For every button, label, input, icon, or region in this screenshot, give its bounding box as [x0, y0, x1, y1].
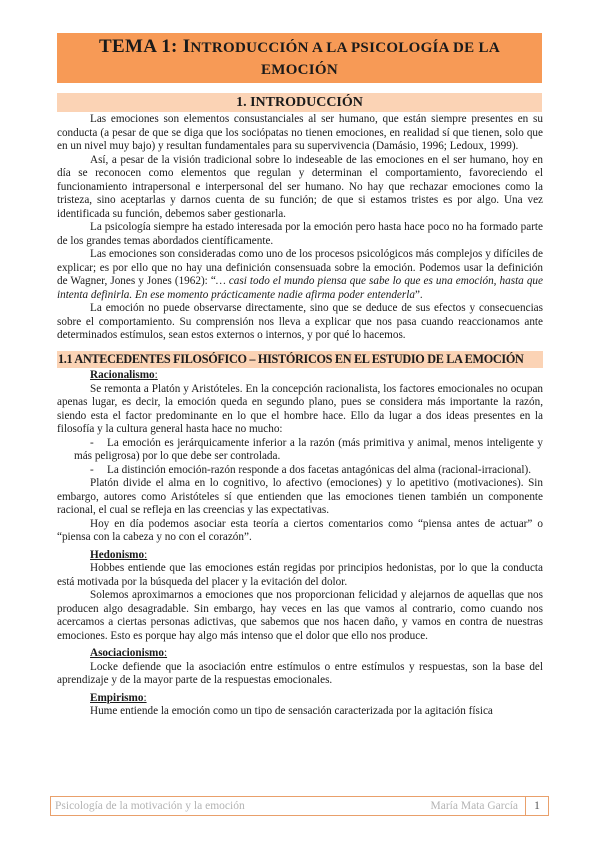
- page-number: 1: [525, 797, 548, 815]
- subheading-asociacionismo: Asociacionismo:: [90, 647, 168, 659]
- paragraph: Hume entiende la emoción como un tipo de sensación caracterizada por la agitación física: [90, 705, 493, 717]
- title-line-2: EMOCIÓN: [260, 62, 339, 78]
- paragraph: Así, a pesar de la visión tradicional sobre lo indeseable de las emociones en el ser humano, hoy en día se reconocen como elementos que regulan y determinan el comportamiento, favoreciendo el funcionamiento intrapersonal e interpersonal del ser humano. No hay que rechazar emociones como la tristeza, sino aceptarlas y darnos cuenta de su función; de que si estamos tristes es por algo. Una vez identificada su función, debemos saber gestionarla.: [57, 153, 543, 220]
- footer-course: Psicología de la motivación y la emoción: [55, 800, 245, 812]
- intro-section: [57, 113, 543, 343]
- paragraph: Las emociones son elementos consustanciales al ser humano, que están siempre presentes en su conducta (a pesar de que se diga que los sociópatas no tienen emociones, en realidad sí que tienen, solo que en un nivel muy bajo) y resultan fundamentales para su supervivencia (Damásio, 1996; Ledoux, 1999).: [57, 113, 543, 152]
- paragraph: Solemos aproximarnos a emociones que nos proporcionan felicidad y alejarnos de aquellas que nos producen algo desagradable. Sin embargo, hay veces en las que vamos al contrario, como cuando nos acercamos a ciertas personas adictivas, que sabemos que nos hacen daño, y vamos en contra de nuestras emociones. Esto es porque hay algo más intenso que el dolor que ello nos produce.: [57, 589, 543, 642]
- section-heading-introduccion: 1. INTRODUCCIÓN: [57, 93, 542, 112]
- paragraph: La psicología siempre ha estado interesada por la emoción pero hasta hace poco no ha formado parte de los grandes temas abordados científicamente.: [57, 221, 543, 247]
- paragraph: Hoy en día podemos asociar esta teoría a ciertos comentarios como “piensa antes de actuar” o “piensa con la cabeza y no con el corazón”.: [57, 517, 543, 543]
- page-footer: [50, 796, 549, 816]
- paragraph: Platón divide el alma en lo cognitivo, lo afectivo (emociones) y lo apetitivo (motivaciones). Sin embargo, autores como Aristóteles sí que entienden que las emociones tienen también un componente racional, el cual se refleja en las creencias y las expectativas.: [57, 477, 543, 516]
- subheading-racionalismo: Racionalismo:: [90, 369, 158, 381]
- section-heading-antecedentes: 1.1 ANTECEDENTES FILOSÓFICO – HISTÓRICOS EN EL ESTUDIO DE LA EMOCIÓN: [57, 351, 543, 368]
- paragraph: Hobbes entiende que las emociones están regidas por principios hedonistas, por lo que la conducta está motivada por la búsqueda del placer y la evitación del dolor.: [57, 562, 543, 588]
- document-title: [57, 33, 542, 83]
- paragraph: Se remonta a Platón y Aristóteles. En la concepción racionalista, los factores emocionales no ocupan apenas lugar, es decir, la emoción queda en segundo plano, pues se considera más importante la razón, siendo esta el factor predominante en lo que el hombre hace. Ello da lugar a dos ideas presentes en la filosofía y la cultura general hasta hace no mucho:: [57, 382, 543, 435]
- paragraph: Locke defiende que la asociación entre estímulos o entre estímulos y respuestas, son la base del aprendizaje y de la mayor parte de la respuestas emocionales.: [57, 660, 543, 686]
- title-line-1: TEMA 1: INTRODUCCIÓN A LA PSICOLOGÍA DE LA: [99, 36, 500, 57]
- paragraph: Las emociones son consideradas como uno de los procesos psicológicos más complejos y difíciles de explicar; es por ello que no hay una definición consensuada sobre la emoción. Podemos usar la definición de Wagner, Jones y Jones (1962): “… casi todo el mundo piensa que sabe lo que es una emoción, hasta que intenta definirla. En ese momento prácticamente nadie afirma poder entenderla”.: [57, 248, 543, 301]
- subheading-hedonismo: Hedonismo:: [90, 548, 148, 561]
- quote: … casi todo el mundo piensa que sabe lo que es una emoción, hasta que intenta definirla. En ese momento prácticamente nadie afirma poder entenderla: [57, 275, 543, 301]
- list-item: - La emoción es jerárquicamente inferior a la razón (más primitiva y animal, menos inteligente y más peligrosa) por lo que debe ser controlada.: [74, 436, 543, 462]
- subheading-empirismo: Empirismo:: [90, 691, 147, 704]
- antecedentes-section: [57, 369, 543, 719]
- list-item: - La distinción emoción-razón responde a dos facetas antagónicas del alma (racional-irracional).: [90, 463, 532, 476]
- footer-author: María Mata García: [430, 800, 518, 812]
- paragraph: La emoción no puede observarse directamente, sino que se deduce de sus efectos y consecuencias sobre el comportamiento. Su comprensión nos lleva a explicar que nos pasa cuando reaccionamos ante determinados estímulos, sean estos externos o internos, y por qué lo hacemos.: [57, 302, 543, 341]
